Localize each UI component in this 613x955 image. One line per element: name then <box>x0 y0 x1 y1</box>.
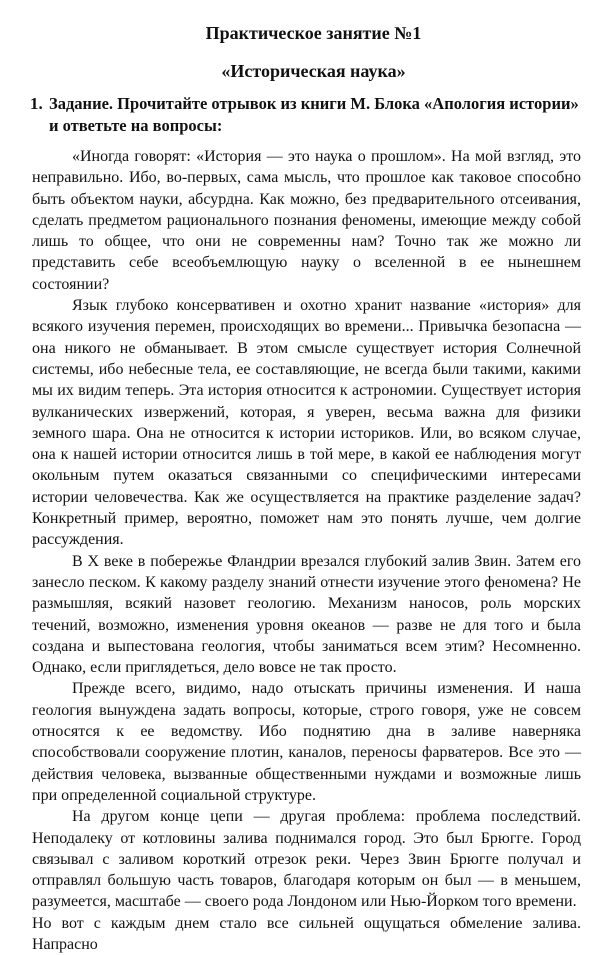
task-block <box>30 93 590 137</box>
excerpt-text <box>32 146 581 955</box>
paragraph-6 <box>32 913 581 955</box>
paragraph-3: В X веке в побережье Фландрии врезался глубокий залив Звин. Затем его занесло песком. К какому разделу знаний отнести изучение этого феномена? Не размышляя, всякий назовет геологию. Механизм наносов, роль морских течений, возможно, изменения уровня океанов — разве не для того и была создана и выпестована геология, чтобы заниматься всем этим? Несомненно. Однако, если приглядеться, дело вовсе не так просто. <box>32 552 581 677</box>
page-title: Практическое занятие №1 <box>205 23 422 43</box>
paragraph-6-line: Но вот с каждым днем стало все сильней ощущаться обмеление залива. Напрасно <box>32 914 581 953</box>
task-text: Задание. Прочитайте отрывок из книги М. Блока «Апология истории» и ответьте на вопросы: <box>49 94 579 135</box>
paragraph-1: «Иногда говорят: «История — это наука о прошлом». На мой взгляд, это неправильно. Ибо, во-первых, сама мысль, что прошлое как таковое способно быть объектом науки, абсурдна. Как можно, без предварительного отсеивания, сделать предметом рационального познания феномены, имеющие между собой лишь то общее, что они не современны нам? Точно так же можно ли представить себе всеобъемлющую науку о вселенной в ее нынешнем состоянии? <box>32 148 581 293</box>
task-number: 1. <box>30 94 43 113</box>
paragraph-5: На другом конце цепи — другая проблема: проблема последствий. Неподалеку от котловины залива поднимался город. Это был Брюгге. Город связывал с заливом короткий отрезок реки. Через Звин Брюгге получал и отправлял большую часть товаров, благодаря которым он был — в меньшем, разумеется, масштабе — своего рода Лондоном или Нью-Йорком того времени. <box>32 808 581 911</box>
paragraph-2: Язык глубоко консервативен и охотно хранит название «история» для всякого изучения перемен, происходящих во времени... Привычка безопасна — она никого не обманывает. В этом смысле существует история Солнечной системы, ибо небесные тела, ее составляющие, не всегда были такими, какими мы их видим теперь. Эта история относится к астрономии. Существует история вулканических извержений, которая, я уверен, весьма важна для физики земного шара. Она не относится к истории историков. Или, во всяком случае, она к нашей истории относится лишь в той мере, в какой ее наблюдения могут окольным путем оказаться связанными со специфическими интересами истории человечества. Как же осуществляется на практике разделение задач? Конкретный пример, вероятно, поможет нам это понять лучше, чем долгие рассуждения. <box>32 297 581 549</box>
page-subtitle: «Историческая наука» <box>221 61 406 81</box>
paragraph-4: Прежде всего, видимо, надо отыскать причины изменения. И наша геология вынуждена задать вопросы, которые, строго говоря, уже не совсем относятся к ее ведомству. Ибо поднятию дна в заливе наверняка способствовали сооружение плотин, каналов, переносы фарватеров. Все это — действия человека, вызванные общественными нуждами и возможные лишь при определенной социальной структуре. <box>32 680 581 804</box>
